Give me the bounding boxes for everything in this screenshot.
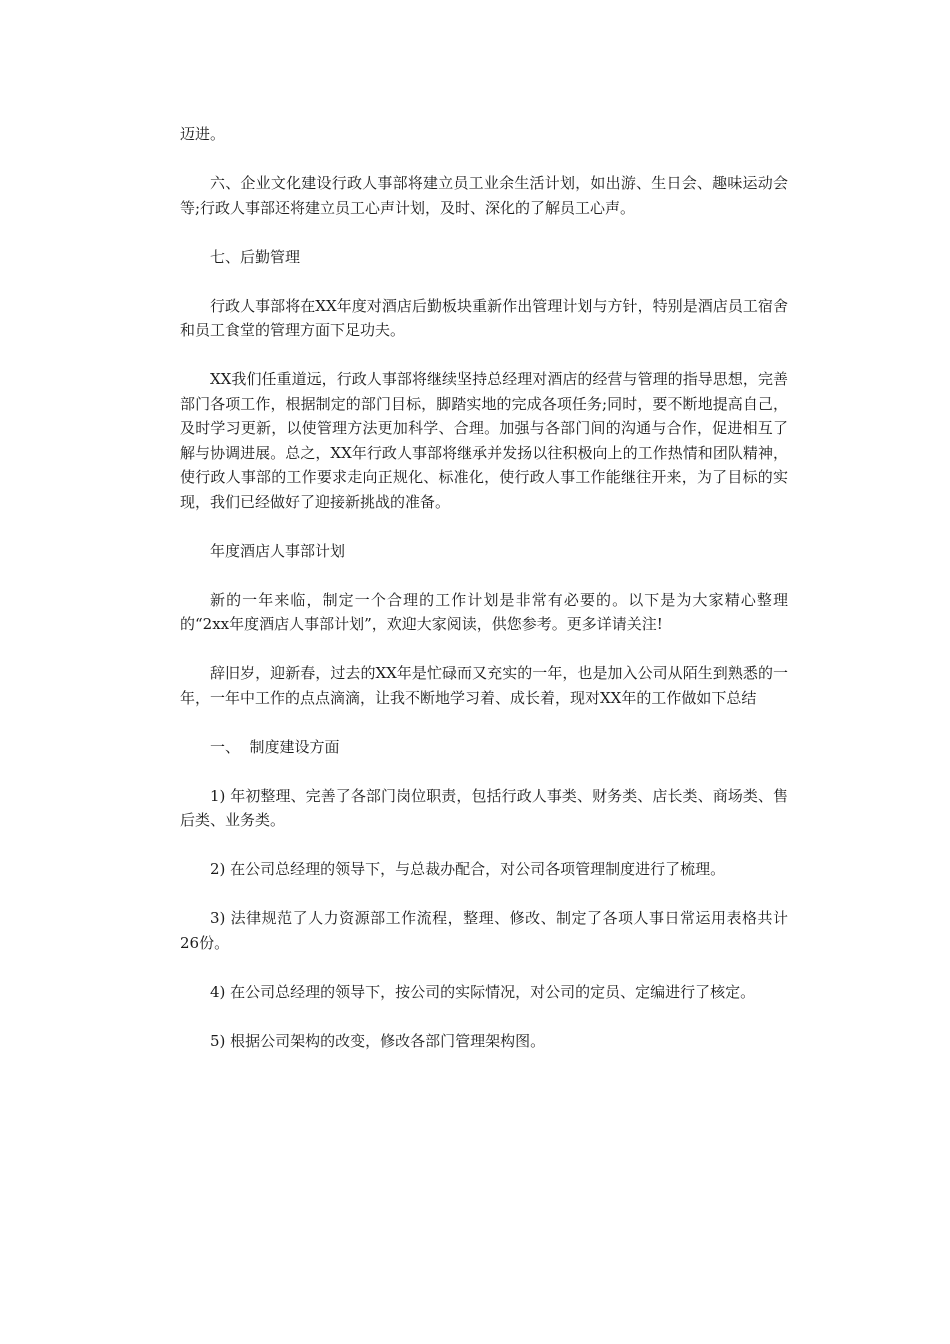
list-item-2: 2) 在公司总经理的领导下，与总裁办配合，对公司各项管理制度进行了梳理。 [210, 860, 726, 878]
paragraph-intro: 新的一年来临，制定一个合理的工作计划是非常有必要的。以下是为大家精心整理的“2xx年度酒店人事部计划”，欢迎大家阅读，供您参考。更多详请关注! [180, 590, 788, 633]
paragraph-corporate-culture: 六、企业文化建设行政人事部将建立员工业余生活计划，如出游、生日会、趣味运动会等;行政人事部还将建立员工心声计划，及时、深化的了解员工心声。 [180, 174, 788, 217]
paragraph-summary: XX我们任重道远，行政人事部将继续坚持总经理对酒店的经营与管理的指导思想，完善部门各项工作，根据制定的部门目标，脚踏实地的完成各项任务;同时，要不断地提高自己，及时学习更新，以使管理方法更加科学、合理。加强与各部门间的沟通与合作，促进相互了解与协调进展。总之，XX年行政人事部将继承并发扬以往积极向上的工作热情和团队精神，使行政人事部的工作要求走向正规化、标准化，使行政人事工作能继往开来，为了目标的实现，我们已经做好了迎接新挑战的准备。 [180, 370, 788, 511]
list-item-1: 1) 年初整理、完善了各部门岗位职责，包括行政人事类、财务类、店长类、商场类、售后类、业务类。 [180, 786, 788, 829]
paragraph-continuation: 迈进。 [180, 125, 226, 143]
section-heading-system: 一、 制度建设方面 [210, 737, 340, 756]
paragraph-logistics-plan: 行政人事部将在XX年度对酒店后勤板块重新作出管理计划与方针，特别是酒店员工宿舍和员工食堂的管理方面下足功夫。 [180, 296, 788, 339]
list-item-5: 5) 根据公司架构的改变，修改各部门管理架构图。 [210, 1031, 546, 1050]
document-body [180, 122, 788, 1078]
list-item-4: 4) 在公司总经理的领导下，按公司的实际情况，对公司的定员、定编进行了核定。 [210, 982, 756, 1001]
section-heading-logistics: 七、后勤管理 [210, 247, 301, 266]
list-item-3: 3) 法律规范了人力资源部工作流程，整理、修改、制定了各项人事日常运用表格共计26份。 [180, 909, 788, 952]
document-title: 年度酒店人事部计划 [210, 541, 346, 560]
paragraph-review: 辞旧岁，迎新春，过去的XX年是忙碌而又充实的一年，也是加入公司从陌生到熟悉的一年，一年中工作的点点滴滴，让我不断地学习着、成长着，现对XX年的工作做如下总结 [180, 664, 788, 707]
